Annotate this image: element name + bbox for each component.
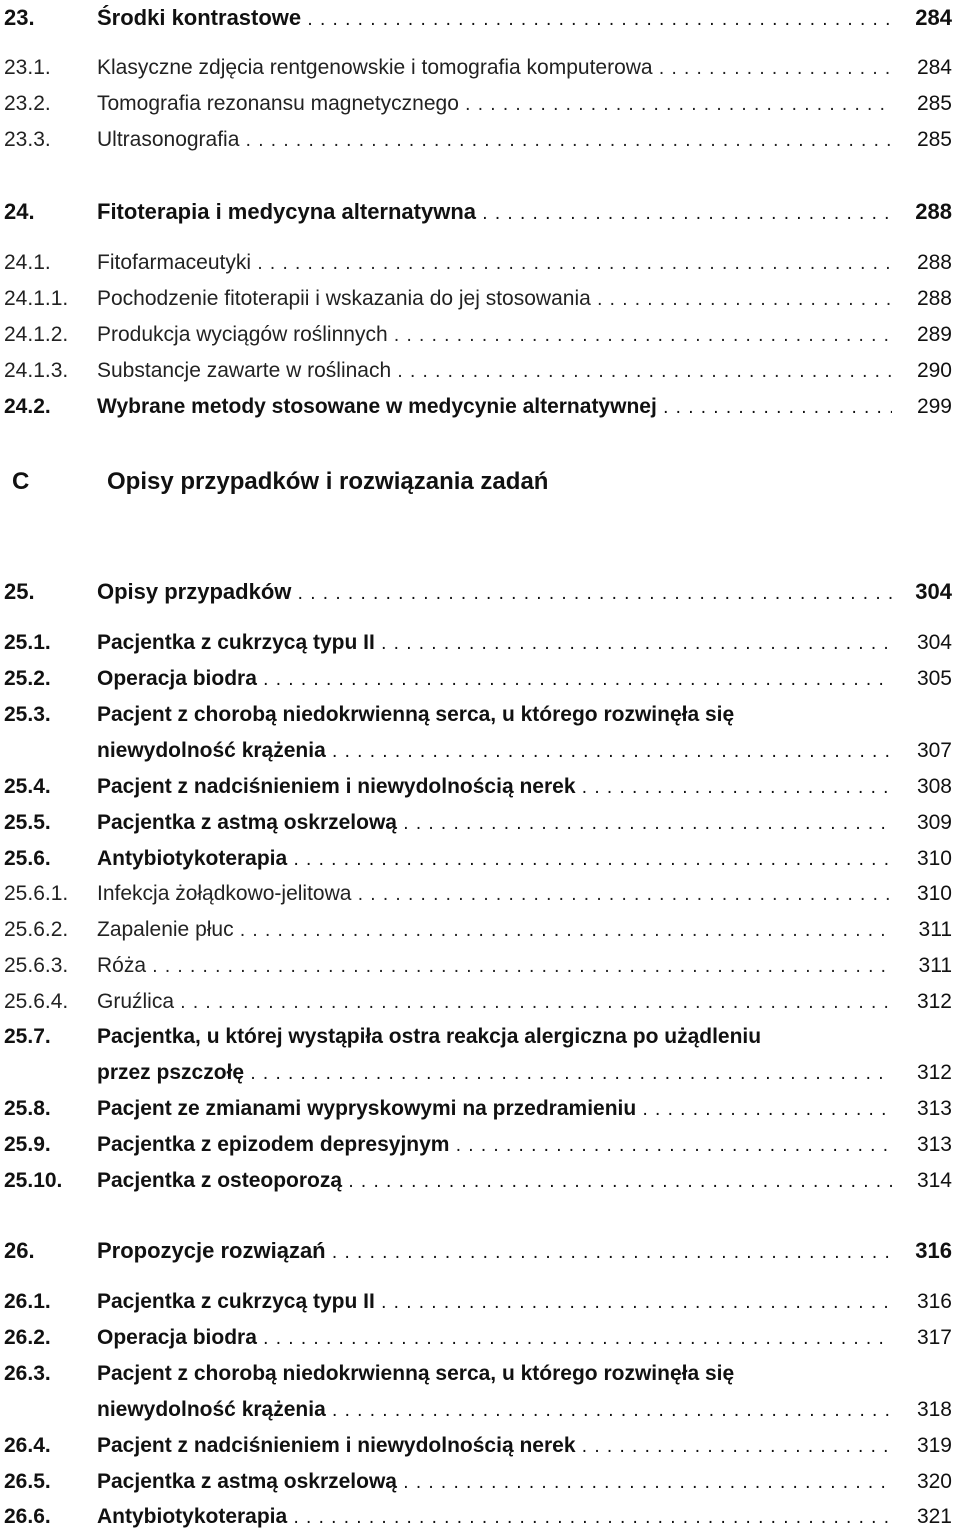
- toc-entry[interactable]: [0, 770, 960, 804]
- toc-title: Zapalenie płuc . . .: [97, 913, 892, 948]
- toc-number: 25.5.: [4, 811, 51, 834]
- toc-page: 311: [918, 954, 952, 977]
- toc-page: 288: [915, 199, 952, 224]
- toc-number: 26.5.: [4, 1470, 51, 1493]
- toc-title: Wybrane metody stosowane w medycynie alternatywnej . . .: [97, 390, 892, 425]
- toc-chapter-23[interactable]: [0, 1, 960, 35]
- toc-number: 24.2.: [4, 395, 51, 418]
- toc-page: 284: [916, 56, 952, 79]
- toc-title: Klasyczne zdjęcia rentgenowskie i tomografia komputerowa . . .: [97, 51, 892, 86]
- toc-title: Operacja biodra . . .: [97, 662, 892, 697]
- toc-entry[interactable]: [0, 123, 960, 157]
- toc-page: 289: [916, 323, 952, 346]
- toc-title: Fitoterapia i medycyna alternatywna . . .: [97, 195, 892, 231]
- toc-title: Operacja biodra . . .: [97, 1321, 892, 1356]
- toc-title: Substancje zawarte w roślinach . . .: [97, 354, 892, 389]
- toc-page: 304: [915, 579, 952, 604]
- toc-page: 319: [916, 1434, 952, 1457]
- toc-number: 24.1.3.: [4, 359, 69, 382]
- toc-title: Antybiotykoterapia . . .: [97, 1500, 892, 1535]
- toc-page: 316: [916, 1290, 952, 1313]
- toc-number: 24.: [4, 199, 35, 224]
- toc-title: Pacjent z chorobą niedokrwienną serca, u którego rozwinęła się: [97, 1362, 735, 1385]
- toc-page: 307: [916, 739, 952, 762]
- toc-entry[interactable]: [0, 282, 960, 316]
- toc-page: 316: [915, 1238, 952, 1263]
- toc-number: 25.2.: [4, 667, 51, 690]
- toc-entry[interactable]: [0, 1128, 960, 1162]
- toc-entry[interactable]: [0, 626, 960, 660]
- toc-number: 23.3.: [4, 128, 51, 151]
- toc-entry[interactable]: [0, 1321, 960, 1355]
- toc-title: Tomografia rezonansu magnetycznego . . .: [97, 87, 892, 122]
- toc-chapter-25[interactable]: [0, 575, 960, 609]
- toc-number: 25.6.3.: [4, 954, 69, 977]
- toc-number: 26.3.: [4, 1362, 51, 1385]
- toc-page: 285: [916, 92, 952, 115]
- toc-page: 313: [916, 1133, 952, 1156]
- toc-number: 24.1.2.: [4, 323, 69, 346]
- toc-number: 23.2.: [4, 92, 51, 115]
- toc-title: Róża . . .: [97, 949, 892, 984]
- toc-entry[interactable]: [0, 87, 960, 121]
- toc-title: Pacjentka z cukrzycą typu II . . .: [97, 626, 892, 661]
- toc-entry-continuation[interactable]: [0, 1393, 960, 1427]
- toc-number: 23.1.: [4, 56, 51, 79]
- toc-number: 26.6.: [4, 1505, 51, 1528]
- toc-title: Pacjent ze zmianami wypryskowymi na przedramieniu . . .: [97, 1092, 892, 1127]
- toc-page: 313: [916, 1097, 952, 1120]
- toc-entry[interactable]: [0, 1429, 960, 1463]
- toc-entry[interactable]: [0, 1285, 960, 1319]
- toc-page: 311: [918, 918, 952, 941]
- toc-page: 314: [916, 1169, 952, 1192]
- toc-title: Pacjent z nadciśnieniem i niewydolnością nerek . . .: [97, 1429, 892, 1464]
- toc-page: 312: [916, 1061, 952, 1084]
- toc-page: 284: [915, 5, 952, 30]
- toc-entry[interactable]: [0, 877, 960, 911]
- toc-title: Pacjentka z osteoporozą . . .: [97, 1164, 892, 1199]
- toc-entry[interactable]: [0, 318, 960, 352]
- toc-chapter-26[interactable]: [0, 1234, 960, 1268]
- toc-title: Pacjent z nadciśnieniem i niewydolnością nerek . . .: [97, 770, 892, 805]
- toc-page: 288: [916, 287, 952, 310]
- toc-number: 25.10.: [4, 1169, 63, 1192]
- toc-number: 26.1.: [4, 1290, 51, 1313]
- toc-entry[interactable]: [0, 390, 960, 424]
- toc-number: 26.: [4, 1238, 35, 1263]
- toc-entry[interactable]: [0, 913, 960, 947]
- toc-title: Pacjentka z epizodem depresyjnym . . .: [97, 1128, 892, 1163]
- toc-page: 321: [916, 1505, 952, 1528]
- toc-page: 310: [916, 847, 952, 870]
- toc-number: 25.6.: [4, 847, 51, 870]
- toc-number: 25.6.4.: [4, 990, 69, 1013]
- toc-entry-continuation[interactable]: [0, 1056, 960, 1090]
- toc-number: 25.6.1.: [4, 882, 69, 905]
- toc-page: 285: [916, 128, 952, 151]
- toc-title: Ultrasonografia . . .: [97, 123, 892, 158]
- toc-entry[interactable]: [0, 1092, 960, 1126]
- toc-title: Infekcja żołądkowo-jelitowa . . .: [97, 877, 892, 912]
- toc-number: 25.4.: [4, 775, 51, 798]
- toc-number: 25.6.2.: [4, 918, 69, 941]
- toc-title: niewydolność krążenia . . .: [97, 734, 892, 769]
- toc-title: niewydolność krążenia . . .: [97, 1393, 892, 1428]
- toc-entry[interactable]: [0, 698, 960, 732]
- toc-entry[interactable]: [0, 51, 960, 85]
- toc-entry[interactable]: [0, 985, 960, 1019]
- part-letter: C: [12, 468, 30, 495]
- part-title: Opisy przypadków i rozwiązania zadań: [107, 468, 549, 495]
- toc-number: 24.1.1.: [4, 287, 69, 310]
- toc-page: 318: [916, 1398, 952, 1421]
- toc-title: Opisy przypadków . . .: [97, 575, 892, 611]
- toc-page: 320: [916, 1470, 952, 1493]
- toc-page: 317: [916, 1326, 952, 1349]
- toc-page: 310: [916, 882, 952, 905]
- toc-entry[interactable]: [0, 354, 960, 388]
- toc-number: 24.1.: [4, 251, 51, 274]
- toc-page: 305: [916, 667, 952, 690]
- toc-page: 308: [916, 775, 952, 798]
- toc-chapter-24[interactable]: [0, 195, 960, 229]
- toc-entry-continuation[interactable]: [0, 734, 960, 768]
- toc-page: 299: [916, 395, 952, 418]
- toc-number: 26.2.: [4, 1326, 51, 1349]
- toc-title: Środki kontrastowe . . .: [97, 1, 892, 37]
- toc-entry[interactable]: [0, 246, 960, 280]
- toc-entry[interactable]: [0, 1020, 960, 1054]
- toc-entry[interactable]: [0, 1164, 960, 1198]
- toc-entry[interactable]: [0, 662, 960, 696]
- toc-page: 304: [916, 631, 952, 654]
- toc-number: 25.3.: [4, 703, 51, 726]
- toc-title: Pochodzenie fitoterapii i wskazania do jej stosowania . . .: [97, 282, 892, 317]
- toc-title: Propozycje rozwiązań . . .: [97, 1234, 892, 1270]
- toc-page: 290: [916, 359, 952, 382]
- toc-title: Pacjentka z cukrzycą typu II . . .: [97, 1285, 892, 1320]
- toc-number: 25.1.: [4, 631, 51, 654]
- toc-number: 26.4.: [4, 1434, 51, 1457]
- toc-page: 309: [916, 811, 952, 834]
- toc-number: 25.8.: [4, 1097, 51, 1120]
- toc-number: 25.9.: [4, 1133, 51, 1156]
- toc-entry[interactable]: [0, 1500, 960, 1534]
- toc-title: Antybiotykoterapia . . .: [97, 842, 892, 877]
- toc-title: Gruźlica . . .: [97, 985, 892, 1020]
- toc-entry[interactable]: [0, 1357, 960, 1391]
- toc-page: 288: [916, 251, 952, 274]
- toc-page: 312: [916, 990, 952, 1013]
- toc-number: 25.: [4, 579, 35, 604]
- toc-title: Pacjentka z astmą oskrzelową . . .: [97, 1465, 892, 1500]
- toc-entry[interactable]: [0, 1465, 960, 1499]
- toc-number: 23.: [4, 5, 35, 30]
- toc-number: 25.7.: [4, 1025, 51, 1048]
- toc-title: Pacjentka z astmą oskrzelową . . .: [97, 806, 892, 841]
- toc-title: Produkcja wyciągów roślinnych . . .: [97, 318, 892, 353]
- toc-entry[interactable]: [0, 842, 960, 876]
- toc-title: Pacjentka, u której wystąpiła ostra reakcja alergiczna po użądleniu: [97, 1025, 762, 1048]
- toc-title: przez pszczołę . . .: [97, 1056, 892, 1091]
- toc-entry[interactable]: [0, 806, 960, 840]
- toc-title: Pacjent z chorobą niedokrwienną serca, u którego rozwinęła się: [97, 703, 735, 726]
- toc-title: Fitofarmaceutyki . . .: [97, 246, 892, 281]
- toc-entry[interactable]: [0, 949, 960, 983]
